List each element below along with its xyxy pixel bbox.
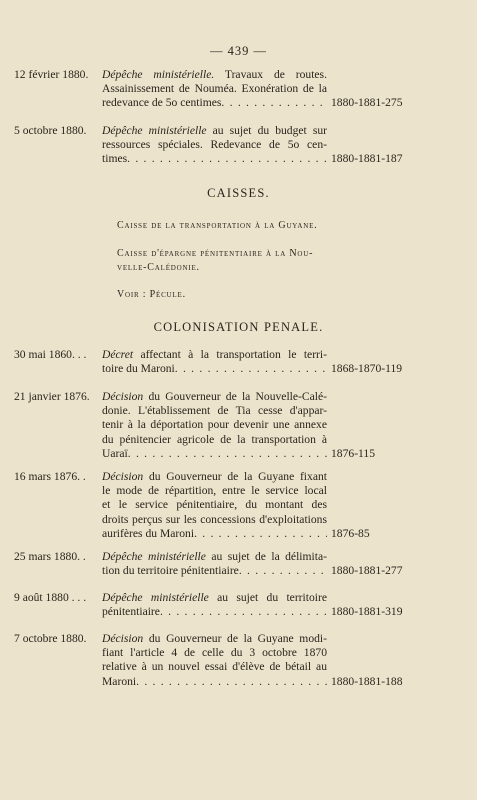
leader-dots <box>127 152 327 166</box>
entry-kind: Décret <box>102 348 134 361</box>
entry-body: Décision du Gouverneur de la Nouvelle-Calé- donie. L'établissement de Tia cesse d'appar- tenir à la déportation pour devenir une annexe du pénitencier agricole de la transportation à Uaraï . . . <box>102 390 327 461</box>
entry-reference: 1880-1881-277 <box>331 564 403 578</box>
subheading-caisse-epargne: Caisse d'épargne pénitentiaire à la Nou- velle-Calédonie. <box>117 248 314 273</box>
leader-dots <box>194 527 327 541</box>
leader-dots <box>239 564 327 578</box>
entry-kind: Décision <box>102 632 144 645</box>
entry-reference: 1868-1870-119 <box>331 362 403 376</box>
leader-dots <box>160 605 327 619</box>
entry-kind: Décision <box>102 470 144 483</box>
section-heading-colonisation: COLONISATION PENALE. <box>153 320 324 334</box>
entry-body: Dépêche ministérielle au sujet du territoire pénitentiaire . . . <box>102 591 327 619</box>
leader-dots <box>221 96 327 110</box>
entry-date: 9 août 1880 . . . <box>14 591 87 604</box>
subheading-caisse-transportation: Caisse de la transportation à la Guyane. <box>117 220 318 231</box>
entry-reference: 1880-1881-188 <box>331 674 403 688</box>
entry-kind: Dépêche ministérielle. <box>102 68 215 81</box>
entry-body: Dépêche ministérielle au sujet de la délimita- tion du territoire pénitentiaire . . . <box>102 550 327 578</box>
entry-reference: 1880-1881-275 <box>331 96 403 110</box>
entry-body: Dépêche ministérielle. Travaux de routes. Assainissement de Nouméa. Exonération de la redevance de 5o centimes . . . <box>102 68 327 111</box>
cross-reference: Voir : Pécule. <box>117 289 186 300</box>
entry-body: Décision du Gouverneur de la Guyane modi- fiant l'article 4 de celle du 3 octobre 1870 relative à un nouvel essai d'élève de bétail au Maroni . . . <box>102 632 327 689</box>
entry-body: Décision du Gouverneur de la Guyane fixant le mode de répartition, entre le service local et le service pénitentiaire, du montant des droits perçus sur les concessions d'exploitations aurifères du Maroni . . . <box>102 470 327 541</box>
entry-date: 7 octobre 1880. <box>14 632 87 645</box>
leader-dots <box>175 362 327 376</box>
entry-kind: Dépêche ministérielle <box>102 124 207 137</box>
entry-kind: Dépêche ministérielle <box>102 591 209 604</box>
entry-kind: Décision <box>102 390 144 403</box>
entry-date: 5 octobre 1880. <box>14 124 87 137</box>
entry-reference: 1880-1881-187 <box>331 152 403 166</box>
entry-reference: 1876-85 <box>331 526 370 540</box>
leader-dots <box>136 675 327 689</box>
section-heading-caisses: CAISSES. <box>207 186 270 200</box>
leader-dots <box>128 447 327 461</box>
entry-date: 16 mars 1876. . <box>14 470 86 483</box>
entry-body: Dépêche ministérielle au sujet du budget sur ressources spéciales. Redevance de 5o cen- times . . . <box>102 124 327 167</box>
entry-date: 30 mai 1860. . . <box>14 348 87 361</box>
entry-reference: 1880-1881-319 <box>331 605 403 619</box>
entry-date: 12 février 1880. <box>14 68 89 81</box>
entry-body: Décret affectant à la transportation le terri- toire du Maroni . . . <box>102 348 327 376</box>
entry-reference: 1876-115 <box>331 446 376 460</box>
entry-date: 21 janvier 1876. <box>14 390 90 403</box>
entry-kind: Dépêche ministérielle <box>102 550 206 563</box>
page-number: — 439 — <box>210 44 267 58</box>
entry-date: 25 mars 1880. . <box>14 550 86 563</box>
